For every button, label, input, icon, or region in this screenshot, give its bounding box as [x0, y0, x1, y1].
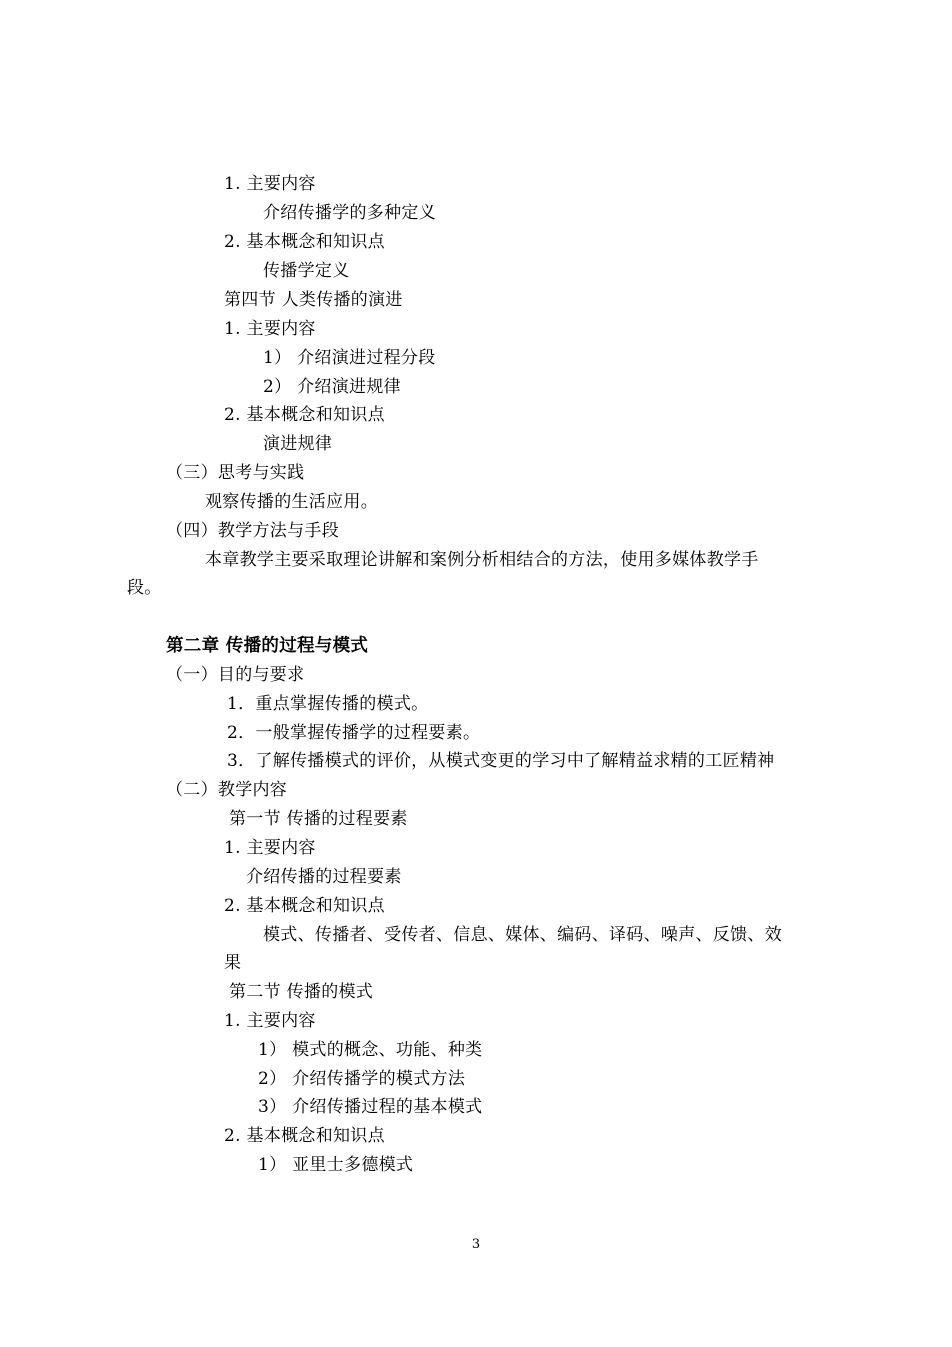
- body-text: 果: [224, 953, 242, 973]
- section-heading: 第一节 传播的过程要素: [229, 809, 408, 829]
- list-item: 1. 主要内容: [224, 838, 316, 858]
- body-text: 模式、传播者、受传者、信息、媒体、编码、译码、噪声、反馈、效: [263, 925, 782, 945]
- list-item: 1．重点掌握传播的模式。: [227, 694, 429, 714]
- body-text: 介绍传播的过程要素: [246, 867, 402, 887]
- list-item: 2） 介绍演进规律: [263, 377, 401, 397]
- list-item: 3） 介绍传播过程的基本模式: [258, 1097, 483, 1117]
- list-item: 2. 基本概念和知识点: [224, 896, 385, 916]
- chapter-title: 第二章 传播的过程与模式: [166, 636, 369, 656]
- body-text: 介绍传播学的多种定义: [263, 203, 436, 223]
- list-item: 1） 介绍演进过程分段: [263, 348, 436, 368]
- list-item: 1. 主要内容: [224, 174, 316, 194]
- list-item: 2. 基本概念和知识点: [224, 405, 385, 425]
- body-text: 本章教学主要采取理论讲解和案例分析相结合的方法，使用多媒体教学手: [205, 550, 759, 570]
- section-heading: （四）教学方法与手段: [166, 521, 339, 541]
- section-heading: （三）思考与实践: [166, 463, 305, 483]
- list-item: 2．一般掌握传播学的过程要素。: [227, 723, 481, 743]
- page-number: 3: [471, 1237, 481, 1252]
- list-item: 2. 基本概念和知识点: [224, 1126, 385, 1146]
- section-heading: 第二节 传播的模式: [229, 982, 374, 1002]
- body-text: 段。: [127, 578, 162, 598]
- list-item: 2. 基本概念和知识点: [224, 232, 385, 252]
- body-text: 传播学定义: [263, 261, 350, 281]
- section-heading: （一）目的与要求: [166, 665, 305, 685]
- list-item: 1） 亚里士多德模式: [258, 1155, 414, 1175]
- list-item: 1. 主要内容: [224, 319, 316, 339]
- section-heading: 第四节 人类传播的演进: [224, 290, 403, 310]
- list-item: 2） 介绍传播学的模式方法: [258, 1069, 466, 1089]
- body-text: 观察传播的生活应用。: [205, 492, 378, 512]
- list-item: 1. 主要内容: [224, 1011, 316, 1031]
- body-text: 演进规律: [263, 434, 333, 454]
- list-item: 1） 模式的概念、功能、种类: [258, 1040, 483, 1060]
- section-heading: （二）教学内容: [166, 780, 288, 800]
- list-item: 3．了解传播模式的评价，从模式变更的学习中了解精益求精的工匠精神: [227, 751, 775, 771]
